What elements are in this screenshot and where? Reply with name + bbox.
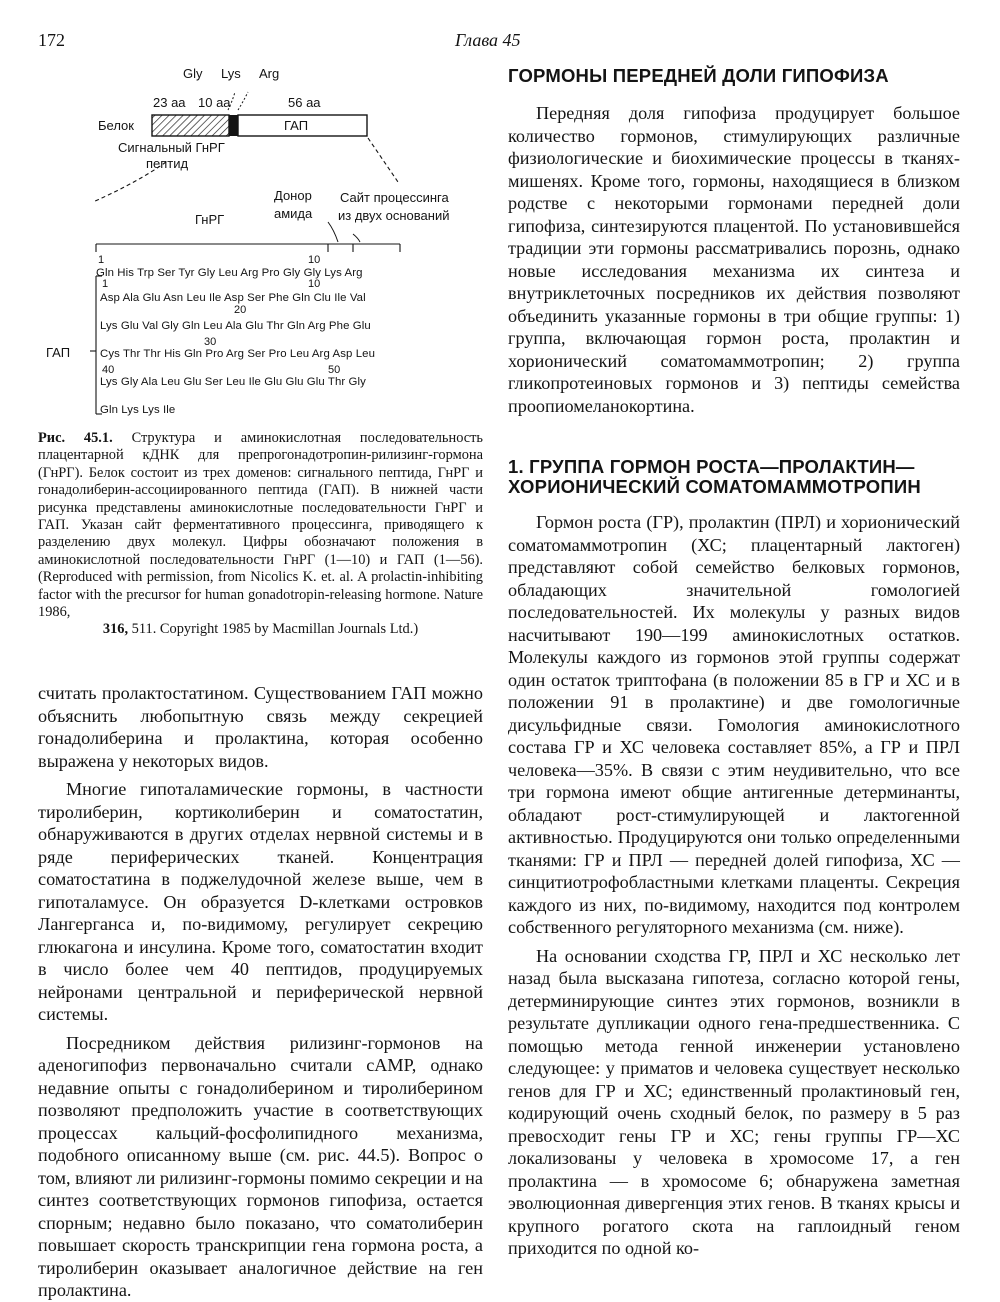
- running-title: Глава 45: [455, 30, 521, 50]
- label-amide: амида: [274, 206, 313, 221]
- label-donor: Донор: [274, 188, 312, 203]
- paragraph: На основании сходства ГР, ПРЛ и ХС несколько лет назад была высказана гипотеза, согласно которой гены, детерминирующие синтез этих гормонов, возникли в результате дупликации одного гена-предшественника. С помощью метода генной инженерии установлено следующее: у приматов и человека существует несколько генов для ГР и ХС; единственный пролактиновый ген, кодирующий очень сходный белок, по размеру в 5 раз превосходит гены ГР и ХС; гены группы ГР—ХС локализованы у человека в хромосоме 17, а ген пролактина — в хромосоме 6; обнаружена заметная эволюционная дивергенция этих генов. В тканях крысы и крупного рогатого скота на гаплоидный геном приходится по одной ко-: [508, 945, 960, 1258]
- sequence-line: Cys Thr Thr His Gln Pro Arg Ser Pro Leu Arg Asp Leu: [100, 348, 376, 360]
- label-gnrg: ГнРГ: [195, 212, 225, 227]
- position-number: 20: [234, 304, 247, 316]
- position-number: 50: [328, 364, 341, 376]
- label-peptide: пептид: [146, 156, 189, 171]
- signal-peptide-segment: [152, 115, 229, 136]
- label-10aa: 10 aa: [198, 95, 231, 110]
- sequence-line: Lys Glu Val Gly Gln Leu Ala Glu Thr Gln Arg Phe Glu: [100, 320, 371, 332]
- sequence-line: Lys Gly Ala Leu Glu Ser Leu Ile Glu Glu Glu Thr Gly: [100, 376, 366, 388]
- label-gap-box: ГАП: [284, 118, 309, 133]
- left-column: [38, 682, 483, 1302]
- position-number: 1: [98, 254, 105, 266]
- caption-text: Структура и аминокислотная последовательность плацентарной кДНК для препрогонадотропин-рилизинг-гормона (ГнРГ). Белок состоит из трех доменов: сигнального пептида, ГнРГ и гонадолиберин-ассоциированного пептида (ГАП). В нижней части рисунка представлены аминокислотные последовательности ГнРГ и ГАП. Указан сайт ферментативного процессинга, приводящего к разделению двух молекул. Цифры обозначают положения в аминокислотной последовательности ГнРГ (1—10) и ГАП (1—56). (Reproduced with permission, from Nicolics K. et. al. A prolactin-inhibiting factor with the precursor for human gonadotropin-releasing hormone. Nature 1986,: [38, 430, 483, 621]
- label-56aa: 56 aa: [288, 95, 321, 110]
- position-number: 1: [102, 278, 109, 290]
- section-heading: ГОРМОНЫ ПЕРЕДНЕЙ ДОЛИ ГИПОФИЗА: [508, 65, 889, 86]
- label-site-1: Сайт процессинга: [340, 190, 449, 205]
- sequence-line: Gln Lys Lys Ile: [100, 404, 176, 416]
- caption-label: Рис. 45.1.: [38, 430, 113, 446]
- gnrg-segment: [229, 115, 238, 136]
- position-number: 40: [102, 364, 115, 376]
- paragraph: Многие гипоталамические гормоны, в частности тиролиберин, кортиколиберин и соматостатин, обнаруживаются в других отделах нервной системы и в ряде периферических тканей. Концентрация соматостатина в поджелудочной железе выше, чем в гипоталамусе. Он образуется D-клетками островков Лангерганса и, по-видимому, регулирует секрецию глюкагона и инсулина. Кроме того, соматостатин входит в число более чем 40 пептидов, продуцируемых нейронами центральной и периферической нервной системы.: [38, 779, 483, 1024]
- label-gap-side: ГАП: [46, 345, 71, 360]
- position-number: 10: [308, 254, 321, 266]
- label-arg: Arg: [259, 66, 280, 81]
- caption-volume: 316,: [102, 621, 129, 638]
- label-protein: Белок: [98, 118, 134, 133]
- caption-tail: 511. Copyright 1985 by Macmillan Journals Ltd.): [131, 621, 419, 638]
- figure-caption: [38, 430, 483, 639]
- label-23aa: 23 aa: [153, 95, 186, 110]
- paragraph: Передняя доля гипофиза продуцирует большое количество гормонов, стимулирующих различные физиологические и биохимические процессы в тканях-мишенях. Кроме того, гормоны, находящиеся в близком родстве с некоторыми гормонами передней доли гипофиза, синтезируются плацентой. По установившейся традиции эти гормоны рассматривались порознь, однако новые исследования механизма их синтеза и внутриклеточных посредников их действия позволяют объединить указанные гормоны в три общие группы: 1) группа, включающая гормон роста, пролактин и хорионический соматомаммотропин; 2) группа гликопротеиновых гормонов и 3) пептиды семейства проопиомеланокортина.: [508, 103, 960, 416]
- sequence-line: Gln His Trp Ser Tyr Gly Leu Arg Pro Gly Gly Lys Arg: [96, 267, 363, 279]
- page-number: 172: [38, 30, 65, 50]
- position-number: 30: [204, 336, 217, 348]
- sequence-line: Asp Ala Glu Asn Leu Ile Asp Ser Phe Gln Clu Ile Val: [100, 292, 366, 304]
- position-number: 10: [308, 278, 321, 290]
- paragraph: Гормон роста (ГР), пролактин (ПРЛ) и хорионический соматомаммотропин (ХС; плацентарный лактоген) представляют собой семейство белковых гормонов, обладающих значительной гомологией последовательностей. Их молекулы у разных видов насчитывают 190—199 аминокислотных остатков. Молекулы каждого из гормонов этой группы содержат один остаток триптофана (в положении 85 в ГР и ХС и в положении 91 в пролактине) и две гомологичные дисульфидные связи. Гомология аминокислотного состава ГР и ХС человека составляет 85%, а ГР и ПРЛ человека—35%. В связи с этим неудивительно, что все три гормона имеют общие антигенные детерминанты, обладают рост-стимулирующей и лактогенной активностью. Продуцируются они только определенными тканями: ГР и ПРЛ — передней долей гипофиза, ХС — синцитиотрофобластными клетками плаценты. Секреция каждого из них, по-видимому, находится под контролем собственного регуляторного механизма (см. ниже).: [508, 512, 960, 937]
- label-gly: Gly: [183, 66, 203, 81]
- figure-45-1: [38, 62, 478, 427]
- label-signal-gnrg: Сигнальный ГнРГ: [118, 140, 225, 155]
- right-column: [508, 66, 960, 1260]
- paragraph: Посредником действия рилизинг-гормонов на аденогипофиз первоначально считали cAMP, однако недавние опыты с гонадолиберином и тиролиберином позволяют предположить участие в соответствующих процессах кальций-фосфолипидного механизма, подобного описанному выше (см. рис. 44.5). Вопрос о том, влияют ли рилизинг-гормоны помимо секреции и на синтез соответствующих гормонов гипофиза, остается спорным; недавно было показано, что соматолиберин повышает скорость транскрипции гена гормона роста, а тиролиберин оказывает аналогичное действие на ген пролактина.: [38, 1032, 483, 1300]
- section-heading: 1. ГРУППА ГОРМОН РОСТА—ПРОЛАКТИН—ХОРИОНИЧЕСКИЙ СОМАТОМАММОТРОПИН: [508, 456, 921, 497]
- label-lys: Lys: [221, 66, 241, 81]
- label-site-2: из двух оснований: [338, 208, 450, 223]
- paragraph: считать пролактостатином. Существованием ГАП можно объяснить любопытную связь между секрецией гонадолиберина и пролактина, которая особенно выражена у некоторых видов.: [38, 683, 483, 771]
